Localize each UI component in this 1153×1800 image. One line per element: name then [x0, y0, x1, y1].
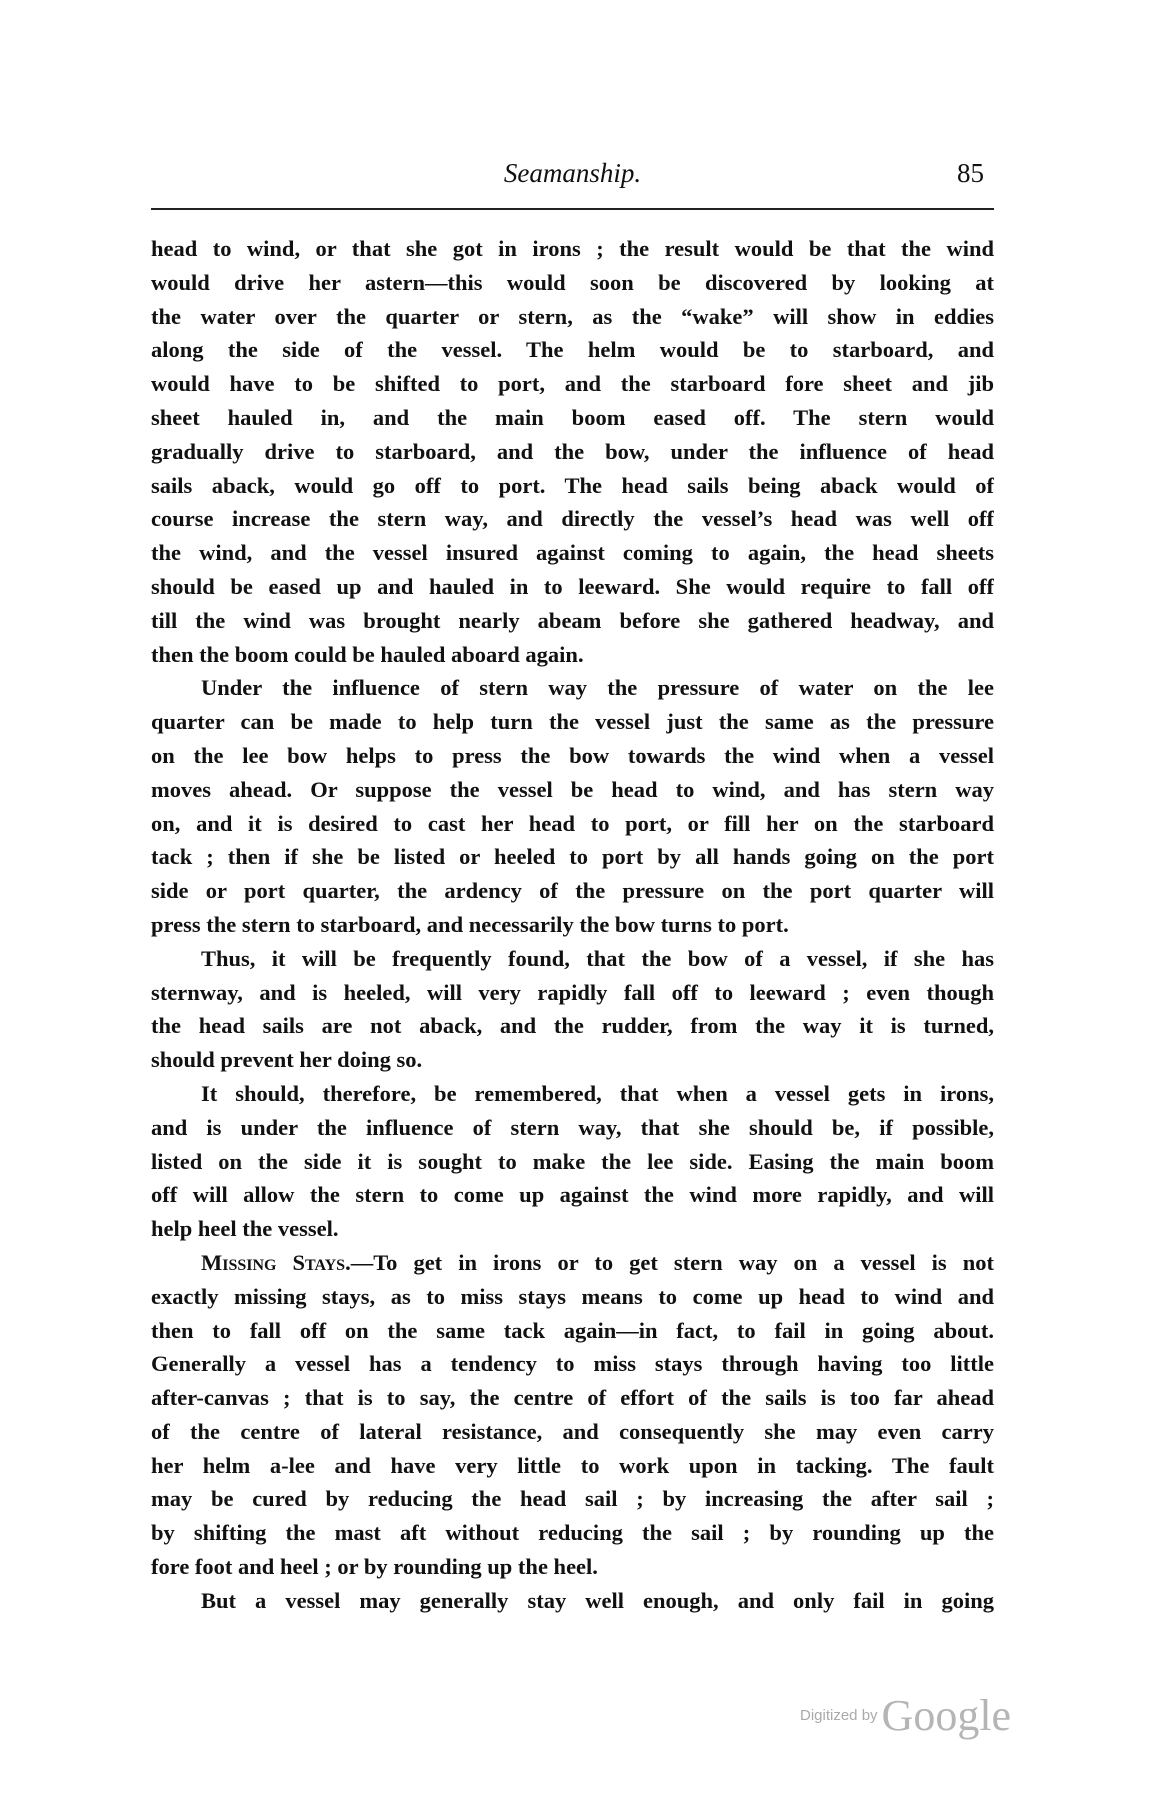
- text-line: head to wind, or that she got in irons ; the result would be that the wind: [151, 236, 994, 261]
- paragraph: [151, 671, 994, 941]
- text-line: sternway, and is heeled, will very rapidly fall off to leeward ; even though: [151, 979, 994, 1005]
- paragraph: [151, 1584, 994, 1618]
- text-line: But a vessel may generally stay well enough, and only fail in going: [201, 1587, 994, 1613]
- text-line: Under the influence of stern way the pressure of water on the lee: [201, 675, 994, 701]
- text-span: —To get in irons or to get stern way on a vessel is not: [350, 1249, 994, 1275]
- text-line: tack ; then if she be listed or heeled to port by all hands going on the port: [151, 844, 994, 870]
- digitized-by-google-watermark: [800, 1690, 1011, 1741]
- text-line: gradually drive to starboard, and the bow, under the influence of head: [151, 438, 994, 464]
- text-line: side or port quarter, the ardency of the pressure on the port quarter will: [151, 878, 994, 904]
- paragraph: [151, 1077, 994, 1246]
- text-line: then the boom could be hauled aboard again.: [151, 641, 584, 667]
- text-line: her helm a-lee and have very little to work upon in tacking. The fault: [151, 1452, 994, 1478]
- text-line: the water over the quarter or stern, as the “wake” will show in eddies: [151, 303, 994, 329]
- text-line: press the stern to starboard, and necessarily the bow turns to port.: [151, 911, 789, 937]
- text-line: the head sails are not aback, and the rudder, from the way it is turned,: [151, 1013, 994, 1039]
- text-line: along the side of the vessel. The helm would be to starboard, and: [151, 337, 994, 363]
- page-header: [151, 158, 994, 198]
- text-line: Generally a vessel has a tendency to miss stays through having too little: [151, 1351, 994, 1377]
- body-text: [151, 232, 994, 1618]
- text-line: after-canvas ; that is to say, the centre of effort of the sails is too far ahead: [151, 1385, 994, 1411]
- paragraph: [151, 942, 994, 1077]
- google-logo: Google: [881, 1691, 1012, 1740]
- text-line: sails aback, would go off to port. The head sails being aback would of: [151, 472, 994, 498]
- text-line: It should, therefore, be remembered, that when a vessel gets in irons,: [201, 1080, 994, 1106]
- text-line: would have to be shifted to port, and the starboard fore sheet and jib: [151, 371, 994, 397]
- text-line: on, and it is desired to cast her head to port, or fill her on the starboard: [151, 810, 994, 836]
- text-line: off will allow the stern to come up against the wind more rapidly, and will: [151, 1182, 994, 1208]
- section-heading: Missing Stays.: [201, 1249, 351, 1275]
- text-line: till the wind was brought nearly abeam before she gathered headway, and: [151, 607, 994, 633]
- text-line: and is under the influence of stern way, that she should be, if possible,: [151, 1114, 994, 1140]
- text-line: exactly missing stays, as to miss stays means to come up head to wind and: [151, 1283, 994, 1309]
- text-line: may be cured by reducing the head sail ; by increasing the after sail ;: [151, 1486, 994, 1512]
- text-line: moves ahead. Or suppose the vessel be head to wind, and has stern way: [151, 776, 994, 802]
- text-line: Thus, it will be frequently found, that the bow of a vessel, if she has: [201, 945, 994, 971]
- text-line: of the centre of lateral resistance, and consequently she may even carry: [151, 1418, 994, 1444]
- text-line: course increase the stern way, and directly the vessel’s head was well off: [151, 506, 994, 532]
- text-line: sheet hauled in, and the main boom eased off. The stern would: [151, 404, 994, 430]
- text-line: then to fall off on the same tack again—in fact, to fail in going about.: [151, 1317, 994, 1343]
- watermark-prefix: Digitized by: [800, 1707, 878, 1724]
- text-line: would drive her astern—this would soon be discovered by looking at: [151, 269, 994, 295]
- text-line: help heel the vessel.: [151, 1216, 339, 1242]
- running-title: Seamanship.: [503, 158, 642, 188]
- text-line: listed on the side it is sought to make the lee side. Easing the main boom: [151, 1148, 994, 1174]
- text-line: by shifting the mast aft without reducing the sail ; by rounding up the: [151, 1520, 994, 1546]
- paragraph: [151, 1246, 994, 1584]
- text-line: should be eased up and hauled in to leeward. She would require to fall off: [151, 573, 994, 599]
- header-rule: [151, 208, 994, 210]
- text-line: fore foot and heel ; or by rounding up the heel.: [151, 1554, 598, 1580]
- text-line: [151, 1246, 994, 1280]
- text-line: should prevent her doing so.: [151, 1047, 423, 1073]
- text-line: the wind, and the vessel insured against coming to again, the head sheets: [151, 540, 994, 566]
- page-number: 85: [957, 158, 984, 188]
- paragraph: [151, 232, 994, 671]
- text-line: quarter can be made to help turn the vessel just the same as the pressure: [151, 709, 994, 735]
- text-line: on the lee bow helps to press the bow towards the wind when a vessel: [151, 742, 994, 768]
